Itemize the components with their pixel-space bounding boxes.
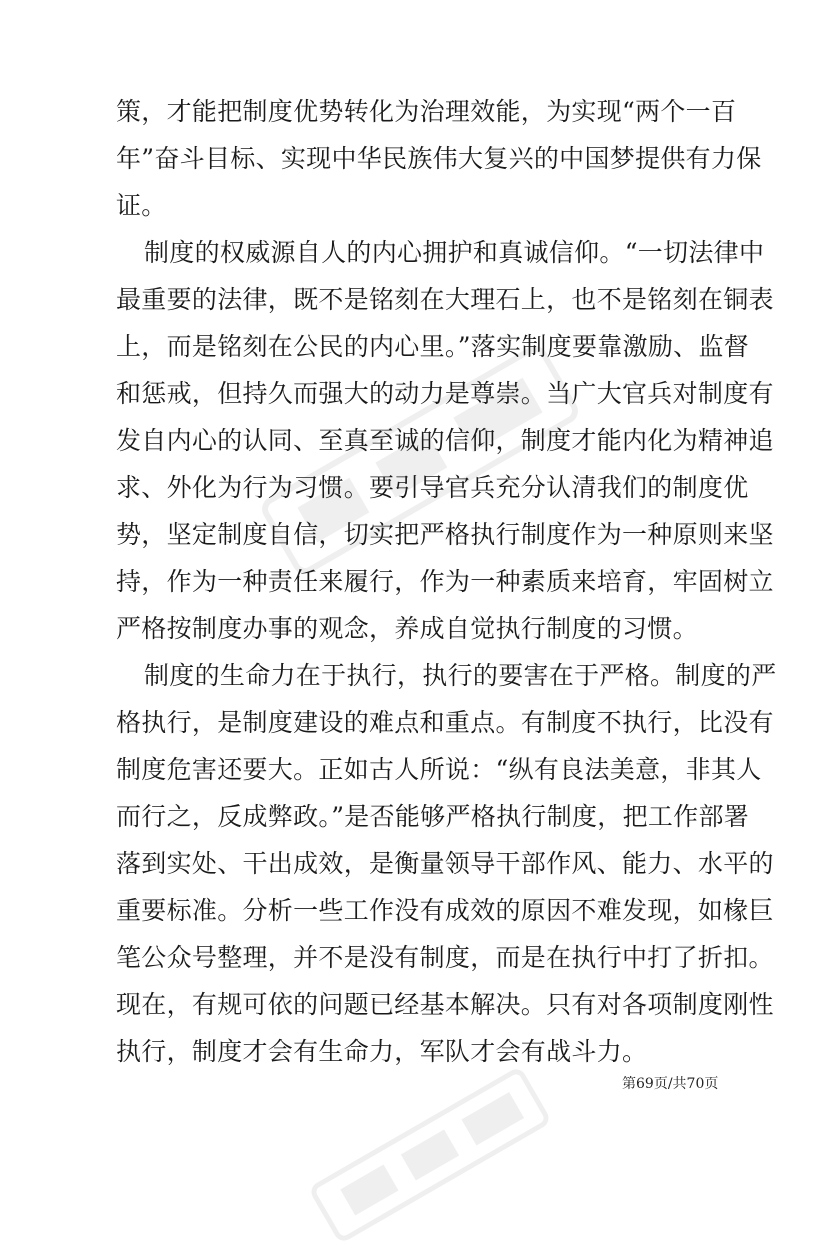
page-number: 第69页/共70页 [622, 1076, 719, 1092]
text-line: 现在，有规可依的问题已经基本解决。只有对各项制度刚性 [116, 990, 774, 1019]
text-line: 年”奋斗目标、实现中华民族伟大复兴的中国梦提供有力保 [116, 144, 762, 173]
text-line: 持，作为一种责任来履行，作为一种素质来培育，牢固树立 [116, 567, 774, 596]
text-line: 落到实处、干出成效，是衡量领导干部作风、能力、水平的 [116, 849, 774, 878]
text-line: 和惩戒，但持久而强大的动力是尊崇。当广大官兵对制度有 [116, 379, 774, 408]
text-line: 格执行，是制度建设的难点和重点。有制度不执行，比没有 [116, 708, 774, 737]
text-line: 策，才能把制度优势转化为治理效能，为实现“两个一百 [116, 97, 737, 126]
text-line: 求、外化为行为习惯。要引导官兵充分认清我们的制度优 [116, 473, 749, 502]
text-line: 证。 [116, 191, 167, 220]
text-line: 而行之，反成弊政。”是否能够严格执行制度，把工作部署 [116, 802, 750, 831]
paragraph-first-line: 制度的生命力在于执行，执行的要害在于严格。制度的严 [144, 661, 777, 690]
text-line: 严格按制度办事的观念，养成自觉执行制度的习惯。 [116, 614, 698, 643]
text-line: 执行，制度才会有生命力，军队才会有战斗力。 [116, 1037, 648, 1066]
paragraph-first-line: 制度的权威源自人的内心拥护和真诚信仰。“一切法律中 [144, 238, 765, 267]
text-line: 笔公众号整理，并不是没有制度，而是在执行中打了折扣。 [116, 943, 774, 972]
text-line: 最重要的法律，既不是铭刻在大理石上，也不是铭刻在铜表 [116, 285, 774, 314]
text-line: 制度危害还要大。正如古人所说：“纵有良法美意，非其人 [116, 755, 762, 784]
watermark-logo [243, 323, 597, 597]
text-line: 发自内心的认同、至真至诚的信仰，制度才能内化为精神追 [116, 426, 774, 455]
text-line: 重要标准。分析一些工作没有成效的原因不难发现，如椽巨 [116, 896, 774, 925]
text-line: 势，坚定制度自信，切实把严格执行制度作为一种原则来坚 [116, 520, 774, 549]
text-line: 上，而是铭刻在公民的内心里。”落实制度要靠激励、监督 [116, 332, 750, 361]
watermark-logo-bottom [295, 1051, 565, 1259]
